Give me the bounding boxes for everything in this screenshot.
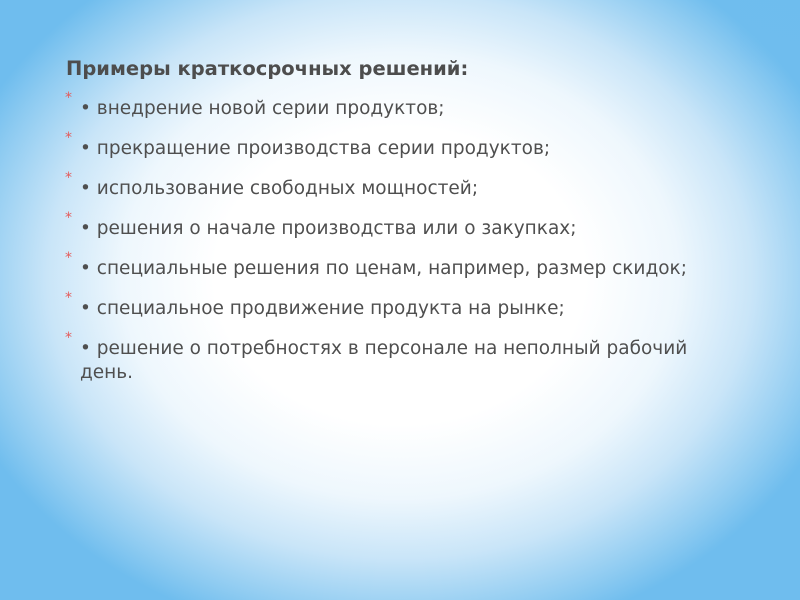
list-item xyxy=(65,290,726,321)
asterisk-icon: * xyxy=(65,250,72,266)
list-item-text: • решения о начале производства или о закупках; xyxy=(80,218,577,239)
list-item-text: • решение о потребностях в персонале на неполный рабочий день. xyxy=(80,338,688,383)
list-item xyxy=(65,250,726,281)
asterisk-icon: * xyxy=(65,290,72,306)
list-item xyxy=(65,210,726,241)
list-item-text: • использование свободных мощностей; xyxy=(80,178,479,199)
list-item xyxy=(65,330,726,385)
asterisk-icon: * xyxy=(65,330,72,346)
bullet-list xyxy=(65,90,726,385)
list-item xyxy=(65,170,726,201)
list-item-text: • внедрение новой серии продуктов; xyxy=(80,98,445,119)
slide-title: Примеры краткосрочных решений: xyxy=(66,57,469,80)
background-glow xyxy=(740,0,800,100)
asterisk-icon: * xyxy=(65,130,72,146)
list-item xyxy=(65,90,726,121)
list-item xyxy=(65,130,726,161)
list-item-text: • специальные решения по ценам, например, размер скидок; xyxy=(80,258,687,279)
slide-content xyxy=(66,56,726,401)
asterisk-icon: * xyxy=(65,210,72,226)
asterisk-icon: * xyxy=(65,90,72,106)
list-item-text: • специальное продвижение продукта на рынке; xyxy=(80,298,565,319)
list-item-text: • прекращение производства серии продуктов; xyxy=(80,138,551,159)
asterisk-icon: * xyxy=(65,170,72,186)
